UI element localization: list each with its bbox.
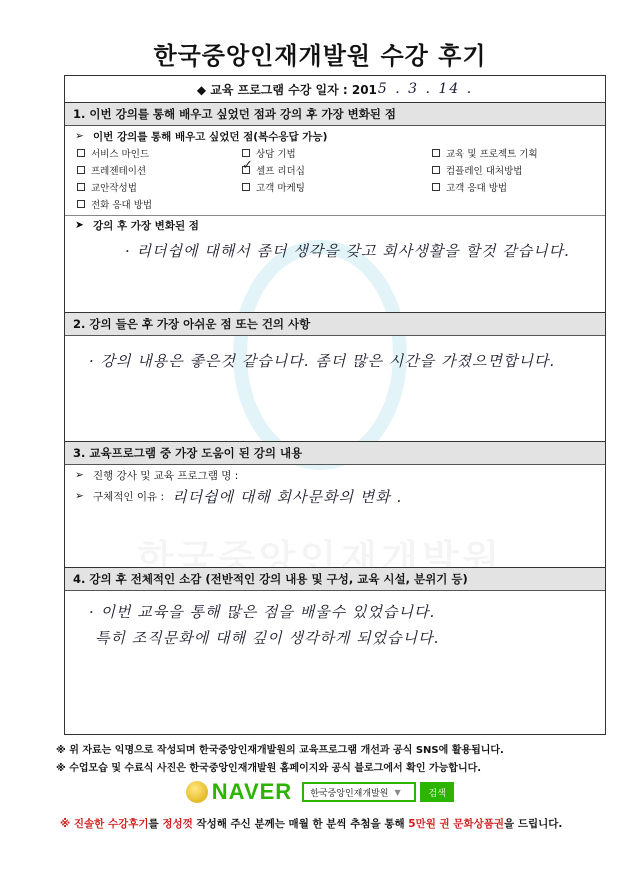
section-1-sub-question: ➢ 이번 강의를 통해 배우고 싶었던 점(복수응답 가능): [75, 130, 328, 143]
option-item[interactable]: 서비스 마인드: [77, 146, 242, 160]
option-item[interactable]: 컴플레인 대처방법: [432, 163, 602, 177]
checkbox[interactable]: [77, 183, 85, 191]
section-1-change-question: ➤ 강의 후 가장 변화된 점: [65, 215, 605, 234]
naver-logo: NAVER: [186, 779, 292, 805]
naver-mascot-icon: [186, 781, 208, 803]
naver-search-input[interactable]: 한국중앙인재개발원 ▼: [302, 782, 416, 802]
option-item[interactable]: 상담 기법: [242, 146, 432, 160]
date-row: [65, 76, 605, 103]
option-item-checked[interactable]: ✓ 셀프 리더십: [242, 158, 305, 177]
option-item[interactable]: 고객 응대 방법: [432, 180, 602, 194]
checkbox[interactable]: [432, 149, 440, 157]
section-1-answer-area[interactable]: [65, 234, 605, 312]
checkbox[interactable]: [77, 200, 85, 208]
arrow-icon: ➤: [75, 219, 84, 231]
section-1-heading: 1. 이번 강의를 통해 배우고 싶었던 점과 강의 후 가장 변화된 점: [65, 103, 605, 126]
date-label: ◆ 교육 프로그램 수강 일자 : 201: [196, 82, 377, 97]
footer-prize-notice: ※ 진솔한 수강후기를 정성껏 작성해 주신 분께는 매월 한 분씩 추첨을 통해 5만원 권 문화상품권을 드립니다.: [60, 818, 563, 830]
checkbox[interactable]: [242, 149, 250, 157]
section-3-reason-row: ➢ 구체적인 이유 : 리더쉽에 대해 회사문화의 변화 .: [75, 487, 403, 506]
section-2-heading: 2. 강의 들은 후 가장 아쉬운 점 또는 건의 사항: [65, 312, 605, 336]
checkbox[interactable]: [432, 183, 440, 191]
checkbox[interactable]: [432, 166, 440, 174]
option-item[interactable]: 프레젠테이션: [77, 163, 242, 177]
section-1-answer: · 리더쉽에 대해서 좀더 생각을 갖고 회사생활을 할것 같습니다.: [125, 242, 570, 260]
section-3-answer[interactable]: 리더쉽에 대해 회사문화의 변화 .: [172, 487, 403, 506]
arrow-icon: ➢: [75, 490, 84, 502]
dropdown-caret-icon[interactable]: ▼: [394, 787, 401, 797]
checkbox[interactable]: [77, 149, 85, 157]
page-title: 한국중앙인재개발원 수강 후기: [153, 42, 487, 70]
arrow-icon: ➢: [75, 469, 84, 481]
option-item[interactable]: 전화 응대 방법: [77, 197, 242, 211]
checkbox[interactable]: [77, 166, 85, 174]
arrow-icon: ➢: [75, 130, 84, 142]
checkbox-checked[interactable]: [242, 158, 253, 174]
checkbox[interactable]: [242, 183, 250, 191]
review-form: [64, 75, 606, 735]
section-4-answer-line: 특히 조직문화에 대해 깊이 생각하게 되었습니다.: [95, 629, 440, 647]
naver-search-button[interactable]: 검색: [420, 782, 454, 802]
section-4-answer-area[interactable]: [65, 591, 605, 648]
section-3-instructor-row: ➢ 진행 강사 및 교육 프로그램 명 :: [75, 469, 239, 482]
section-4-answer-line: · 이번 교육을 통해 많은 점을 배울수 있었습니다.: [89, 603, 436, 621]
section-4-heading: 4. 강의 후 전체적인 소감 (전반적인 강의 내용 및 구성, 교육 시설, 분위기 등): [65, 567, 605, 591]
notice-photos: ※ 수업모습 및 수료식 사진은 한국중앙인재개발원 홈페이지와 공식 블로그에서 확인 가능합니다.: [56, 763, 482, 774]
section-2-answer: · 강의 내용은 좋은것 같습니다. 좀더 많은 시간을 가졌으면합니다.: [89, 352, 556, 370]
section-2-answer-area[interactable]: [65, 336, 605, 441]
option-item[interactable]: 교육 및 프로젝트 기획: [432, 146, 602, 160]
checkmark-icon: ✓: [242, 158, 253, 173]
date-handwritten[interactable]: 5 . 3 . 14 .: [377, 81, 474, 97]
section-3-heading: 3. 교육프로그램 중 가장 도움이 된 강의 내용: [65, 441, 605, 465]
notice-anonymous: ※ 위 자료는 익명으로 작성되며 한국중앙인재개발원의 교육프로그램 개선과 공식 SNS에 활용됩니다.: [56, 745, 504, 756]
option-grid: [65, 146, 605, 211]
option-item[interactable]: 교안작성법: [77, 180, 242, 194]
section-3-blank-area[interactable]: [65, 507, 605, 567]
naver-search-bar: [0, 778, 640, 806]
option-item[interactable]: 고객 마케팅: [242, 180, 432, 194]
